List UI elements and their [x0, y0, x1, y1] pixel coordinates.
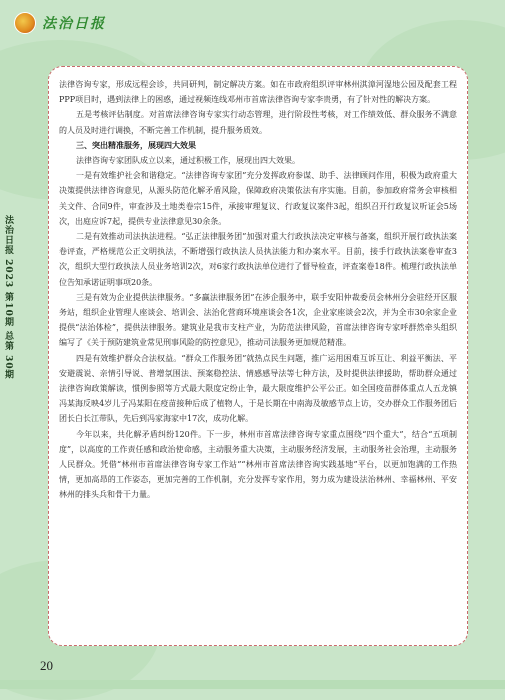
masthead	[14, 12, 106, 34]
logo-icon	[14, 12, 36, 34]
paragraph: 三是有效为企业提供法律服务。“多赢法律服务团”在涉企服务中，联手安阳仲裁委员会林州分会驻经开区服务站，组织企业管理人座谈会、培训会、法治化营商环境座谈会各1次，企业家座谈会2次，并为全市30余家企业提供“法治体检”，提供法律服务。建筑业是我市支柱产业，为防范法律风险，首席法律咨询专家呼群然牵头组织编写了《关于预防建筑业常见刑事风险的防控意见》，推动司法服务更加规范精准。	[59, 292, 457, 348]
paragraph: 法律咨询专家，形成远程会诊，共同研判，制定解决方案。如在市政府组织评审林州淇漳河湿地公园及配套工程PPP项目时，遇到法律上的困惑，通过视频连线邓州市首席法律咨询专家李贵勇，有了针对性的解决方案。	[59, 80, 457, 105]
paragraph: 一是有效维护社会和谐稳定。“法律咨询专家团”充分发挥政府参谋、助手、法律顾问作用，积极为政府重大决策提供法律咨询意见，从源头防范化解矛盾风险，保障政府决策依法有序实施。目前，参加政府常务会审核相关文件、合同9件，审查涉及土地类卷宗15件，承接审理复议、行政复议案件3起，组织召开行政复议听证会5场次，出庭应诉7起，提供专业法律意见30余条。	[59, 171, 457, 226]
section-heading: 三、突出精准服务，展现四大效果	[76, 139, 196, 150]
paragraph: 五是考核评估制度。对首席法律咨询专家实行动态管理，进行阶段性考核，对工作绩效低、群众服务不满意的人员及时进行调换，不断完善工作机制，提升服务质效。	[59, 110, 457, 135]
paragraph: 二是有效推动司法执法进程。“弘正法律服务团”加强对重大行政执法决定审核与备案，组织开展行政执法案卷评查，严格规范公正文明执法，不断增强行政执法人员执法能力和办案水平。目前，接手行政执法案卷审查3次，组织大型行政执法人员业务培训2次，对6家行政执法单位进行了督导检查，评查案卷18件。梳理行政执法单位告知承诺证明事项20条。	[59, 232, 457, 287]
issue-side-label: 法治日报 2023 第10期 总第 30期	[3, 215, 13, 380]
paragraph: 今年以来，共化解矛盾纠纷120件。下一步，林州市首席法律咨询专家重点围绕“四个重大”，结合“五项制度”，以高度的工作责任感和政治使命感，主动服务重大决策，主动服务经济发展，主动服务社会治理，主动服务人民群众。凭借“林州市首席法律咨询专家工作站”“林州市首席法律咨询实践基地”平台，以更加饱满的工作热情，更加高昂的工作姿态，更加完善的工作机制，充分发挥专家作用，努力成为建设法治林州、幸福林州、平安林州的排头兵和骨干力量。	[59, 429, 457, 500]
paragraph: 四是有效维护群众合法权益。“群众工作服务团”就热点民生问题，推广运用困难互诉互让、利益平衡法、平安避震说、亲情引导说、普增氛围法、预案稳控法、情感感导法等七种方法，及时提供法律援助，帮助群众通过法律咨询政策解读，惯例参照等方式最大限度定纷止争，最大限度维护公平公正。如全国疫苗群体重点人五龙镇冯某海反映4岁儿子冯某阳在疫苗接种后成了植物人，于是长期在中南海及敏感节点上访，交办群众工作服务团后团长白长江带队，先后到冯家海家中17次，成功化解。	[59, 353, 457, 424]
article-body	[48, 66, 468, 646]
top-bar	[0, 0, 505, 48]
paragraph: 法律咨询专家团队成立以来，通过积极工作，展现出四大效果。	[76, 156, 300, 166]
bottom-band	[0, 680, 505, 689]
page-number: 20	[40, 658, 53, 673]
masthead-title: 法治日报	[42, 16, 106, 32]
